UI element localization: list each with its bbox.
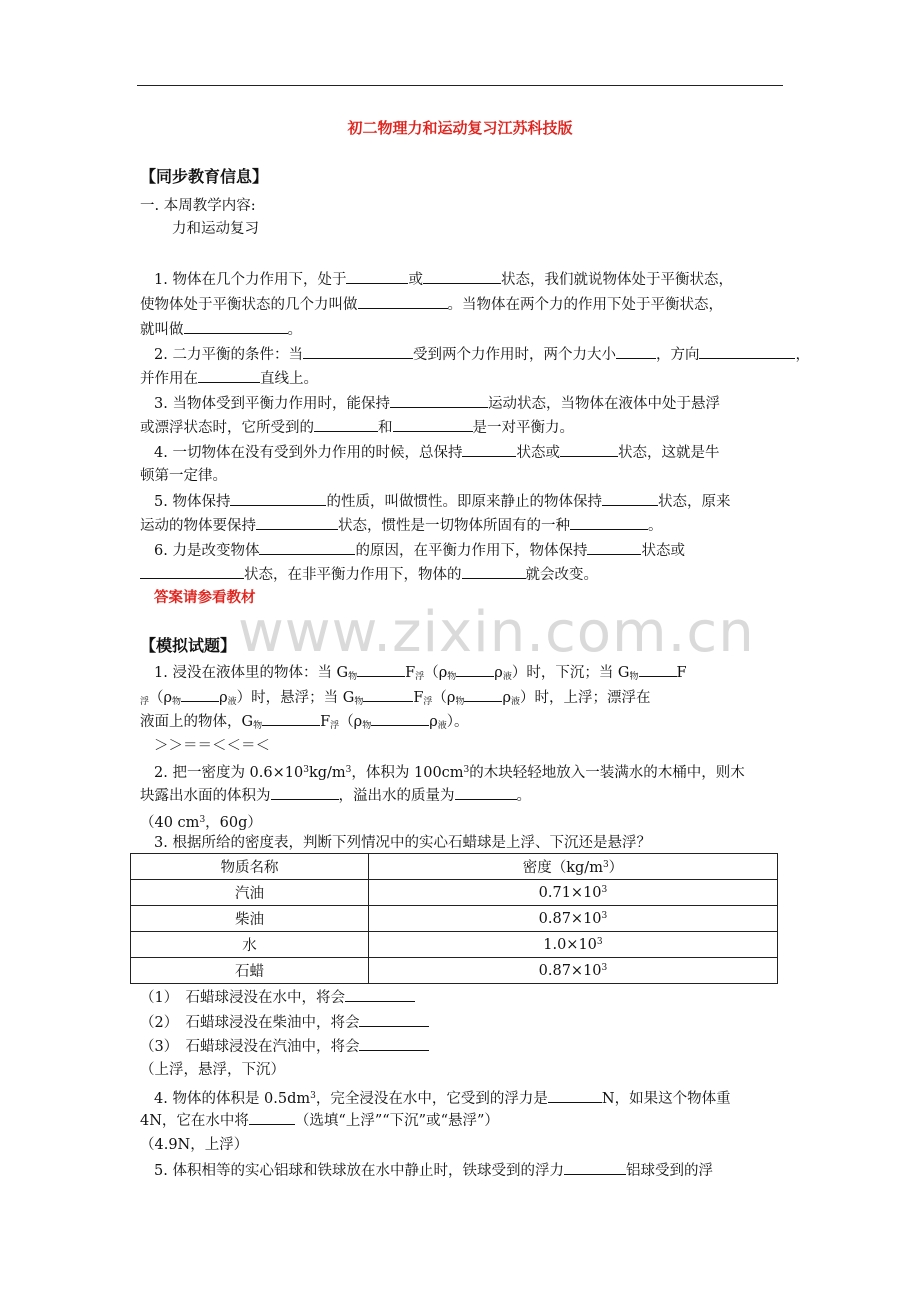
blank [390,393,488,408]
table-row [131,906,778,932]
m3-sub1: （1） 石蜡球浸没在水中，将会 [140,987,415,1008]
m4-line1: 4. 物体的体积是 $0.5dm^3$，完全浸没在水中，它受到的浮力是 N，如果这个物体重 [154,1086,731,1109]
m5-line1: 5. 体积相等的实心铝球和铁球放在水中静止时，铁球受到的浮力 铝球受到的浮 [154,1160,713,1181]
table-cell: $0.87\times 10^3$ [368,906,777,932]
q1-line2: 使物体处于平衡状态的几个力叫做 。当物体在两个力的作用下处于平衡状态， [140,294,723,315]
q3-line1: 3. 当物体受到平衡力作用时，能保持 运动状态，当物体在液体中处于悬浮 [154,393,720,414]
q1-line3: 就叫做 。 [140,319,302,340]
m1-line2: $_浮(\rho_物$ $\rho_液$）时，悬浮；当 $G_物$ $F_浮(\rho_物$ $\rho_液$）时，上浮；漂浮在 [140,687,651,712]
blank [314,417,378,432]
blank [393,417,473,432]
blank [548,1088,602,1103]
blank [616,344,656,359]
blank [602,491,658,506]
blank [358,294,448,309]
content-label: 一. 本周教学内容: [140,198,256,214]
blank [256,515,338,530]
table-cell: 石蜡 [131,958,369,984]
q5-line2: 运动的物体要保持 状态，惯性是一切物体所固有的一种 。 [140,515,663,536]
table-cell: $0.87\times 10^3$ [368,958,777,984]
q4-line2: 顿第一定律。 [140,468,227,484]
density-table [130,853,778,984]
blank [587,540,641,555]
blank [462,564,526,579]
blank [140,564,244,579]
table-row [131,958,778,984]
table-cell: $1.0\times 10^3$ [368,932,777,958]
blank [570,515,648,530]
blank [230,491,326,506]
blank [456,662,494,677]
blank [560,442,618,457]
blank [181,687,219,702]
table-cell: $0.71\times 10^3$ [368,880,777,906]
blank [423,269,501,284]
m3-sub3: （3） 石蜡球浸没在汽油中，将会 [140,1036,429,1057]
blank [271,785,339,800]
q3-line2: 或漂浮状态时，它所受到的 和 是一对平衡力。 [140,417,574,438]
blank [345,987,415,1002]
m2-line1: 2. 把一密度为 $0.6\times 10^3kg/m^3$，体积为 $100cm^3$的木块轻轻地放入一装满水的木桶中，则木 [154,765,745,781]
blank [371,711,429,726]
blank [259,540,355,555]
q1-line1: 1. 物体在几个力作用下，处于 或 状态，我们就说物体处于平衡状态， [154,269,733,290]
blank [357,662,405,677]
m3-sub2: （2） 石蜡球浸没在柴油中，将会 [140,1012,429,1033]
q4-line1: 4. 一切物体在没有受到外力作用的时候，总保持 状态或 状态，这就是牛 [154,442,719,463]
blank [462,442,516,457]
table-cell: 水 [131,932,369,958]
blank [455,785,517,800]
blank [639,662,677,677]
top-rule [137,85,783,86]
table-header: 物质名称 [131,854,369,880]
table-cell: 柴油 [131,906,369,932]
blank [363,687,413,702]
m1-answer: ＞＞＝＝＜＜＝＜ [154,738,270,754]
blank [699,344,795,359]
m2-line2: 块露出水面的体积为 ，溢出水的质量为 。 [140,785,531,806]
blank [359,1036,429,1051]
m4-line2: 4N，它在水中将 （选填“上浮”“下沉”或“悬浮”） [140,1110,499,1131]
q6-line1: 6. 力是改变物体 的原因，在平衡力作用下，物体保持 状态或 [154,540,685,561]
content-topic: 力和运动复习 [172,221,259,237]
blank [303,344,413,359]
blank [464,687,502,702]
m2-answer: （40 $cm^3$，60g） [140,815,262,831]
m3-question: 3. 根据所给的密度表，判断下列情况中的实心石蜡球是上浮、下沉还是悬浮？ [154,835,651,851]
blank [564,1160,626,1175]
blank [346,269,408,284]
m1-line3: 液面上的物体，$G_物$ $F_浮(\rho_物$ $\rho_液$）。 [140,711,469,736]
table-header-row [131,854,778,880]
q2-line1: 2. 二力平衡的条件：当 受到两个力作用时，两个力大小 ，方向 ， [154,344,810,365]
blank [359,1012,429,1027]
watermark: www.zixin.com.cn [238,600,755,665]
blank [198,368,260,383]
q2-line2: 并作用在 直线上。 [140,368,318,389]
m3-answer: （上浮，悬浮，下沉） [140,1062,285,1078]
m4-answer: （4.9N，上浮） [140,1137,249,1153]
blank [184,319,288,334]
q6-line2: 状态，在非平衡力作用下，物体的 就会改变。 [140,564,598,585]
mock-heading: 【模拟试题】 [140,636,237,655]
table-row [131,932,778,958]
document-title: 初二物理力和运动复习江苏科技版 [347,119,573,137]
table-header: 密度$(kg/m^3)$ [368,854,777,880]
m1-line1: 1. 浸没在液体里的物体：当 $G_物$ $F_浮(\rho_物$ $\rho_液$）时，下沉；当 $G_物$ F [154,662,687,687]
blank [262,711,320,726]
table-row [131,880,778,906]
answer-note: 答案请参看教材 [154,590,256,606]
q5-line1: 5. 物体保持 的性质，叫做惯性。即原来静止的物体保持 状态，原来 [154,491,730,512]
sync-heading: 【同步教育信息】 [140,167,269,186]
table-cell: 汽油 [131,880,369,906]
blank [249,1110,295,1125]
